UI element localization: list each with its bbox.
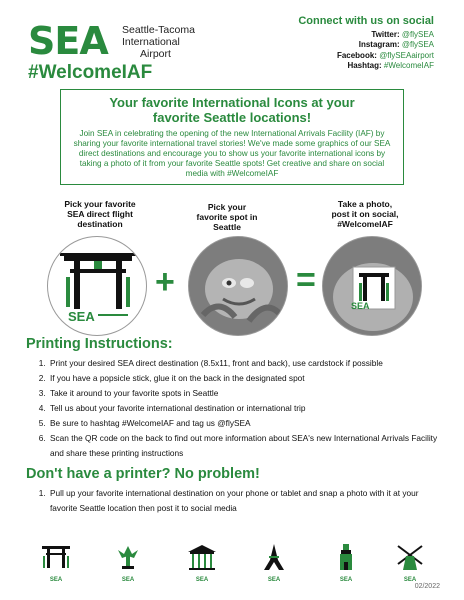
tower-icon	[328, 542, 364, 572]
social-heading: Connect with us on social	[298, 15, 434, 27]
airport-name-line-3: Airport	[140, 48, 171, 60]
result-sticker-logo: SEA	[351, 301, 370, 311]
footer-mini-logo-5: SEA	[339, 577, 353, 583]
intro-title	[71, 95, 393, 125]
torii-gate-icon	[38, 542, 74, 572]
printing-list	[30, 356, 440, 461]
no-printer-step-1: 1. Pull up your favorite international destination on your phone or tablet and snap a photo with it at your favorite Seattle location then post it to social media	[48, 486, 440, 516]
intro-box	[60, 89, 404, 185]
printing-title: Printing Instructions:	[26, 336, 173, 352]
windmill-icon	[392, 542, 428, 572]
social-panel	[298, 16, 434, 72]
footer-destinations	[38, 542, 428, 582]
temple-icon	[184, 542, 220, 572]
intro-body: Join SEA in celebrating the opening of the new International Arrivals Facility (IAF) by sharing your favorite international travel stories! We've made some graphics of our SEA direct destinations and encourage you to show us your favorite international icons by taking a photo of it from your favorite Seattle spots! Get creative and share on social media with #WelcomeIAF	[73, 129, 391, 178]
footer-destination-2	[110, 542, 146, 582]
destination-sticker-circle	[47, 236, 147, 336]
step-2-line-1: Pick your	[207, 202, 247, 212]
instagram-label: Instagram:	[358, 40, 400, 49]
equals-sign: =	[296, 261, 316, 299]
step-1-line-2: SEA direct flight	[67, 209, 133, 219]
sticker-divider	[98, 314, 128, 316]
step-3-line-1: Take a photo,	[337, 199, 393, 209]
printing-step-1: 1. Print your desired SEA direct destination (8.5x11, front and back), use cardstock if possible	[48, 356, 440, 371]
hashtag-label: Hashtag:	[347, 61, 382, 70]
footer-destination-6	[392, 542, 428, 582]
printing-step-3: 3. Take it around to your favorite spots in Seattle	[48, 386, 440, 401]
footer-destination-1	[38, 542, 74, 582]
facebook-line	[298, 51, 434, 62]
printing-step-2: 2. If you have a popsicle stick, glue it on the back in the designated spot	[48, 371, 440, 386]
footer-mini-logo-6: SEA	[403, 577, 417, 583]
plus-sign: +	[155, 263, 175, 301]
step-1-line-3: destination	[77, 219, 123, 229]
instagram-line	[298, 40, 434, 51]
footer-mini-logo-2: SEA	[121, 577, 135, 583]
torii-gate-icon	[48, 237, 147, 336]
document-date: 02/2022	[414, 583, 440, 590]
step-1-line-1: Pick your favorite	[64, 199, 136, 209]
eiffel-tower-icon	[256, 542, 292, 572]
footer-mini-logo-3: SEA	[195, 577, 209, 583]
airport-name-line-1: Seattle-Tacoma	[122, 24, 195, 36]
twitter-line	[298, 30, 434, 41]
twitter-label: Twitter:	[371, 29, 400, 39]
no-printer-title: Don't have a printer? No problem!	[26, 466, 260, 482]
facebook-handle[interactable]: @flySEAairport	[379, 50, 434, 60]
step-3-line-2: post it on social,	[331, 209, 399, 219]
sticker-logo: SEA	[68, 309, 95, 324]
printing-step-6: 6. Scan the QR code on the back to find out more information about SEA's new International Arrivals Facility and share these printing instructions	[48, 431, 440, 461]
intro-title-line-2: favorite Seattle locations!	[152, 110, 312, 125]
intro-title-line-1: Your favorite International Icons at your	[109, 95, 355, 110]
no-printer-list	[30, 486, 440, 516]
step-2-label	[172, 202, 282, 232]
seattle-spot-photo	[188, 236, 288, 336]
footer-mini-logo-4: SEA	[267, 577, 281, 583]
facebook-label: Facebook:	[336, 50, 377, 60]
step-3-line-3: #WelcomeIAF	[337, 219, 393, 229]
printing-step-4: 4. Tell us about your favorite international destination or international trip	[48, 401, 440, 416]
footer-destination-5	[328, 542, 364, 582]
result-photo-icon	[323, 237, 422, 336]
step-3-label	[310, 199, 420, 229]
hashtag-title: #WelcomeIAF	[28, 62, 153, 83]
step-2-line-3: Seattle	[213, 222, 241, 232]
printing-step-5: 5. Be sure to hashtag #WelcomeIAF and tag us @flySEA	[48, 416, 440, 431]
airport-name-line-2: International	[122, 36, 180, 48]
sea-logo: SEA	[28, 19, 108, 63]
twitter-handle[interactable]: @flySEA	[401, 29, 434, 39]
footer-destination-4	[256, 542, 292, 582]
result-photo	[322, 236, 422, 336]
instagram-handle[interactable]: @flySEA	[401, 40, 434, 49]
airport-name	[122, 24, 195, 60]
footer-destination-3	[184, 542, 220, 582]
step-2-line-2: favorite spot in	[196, 212, 258, 222]
troll-statue-icon	[189, 237, 288, 336]
hashtag-line	[298, 61, 434, 72]
angel-statue-icon	[110, 542, 146, 572]
footer-mini-logo-1: SEA	[49, 577, 63, 583]
hashtag-value[interactable]: #WelcomeIAF	[383, 61, 434, 70]
step-1-label	[40, 199, 160, 229]
